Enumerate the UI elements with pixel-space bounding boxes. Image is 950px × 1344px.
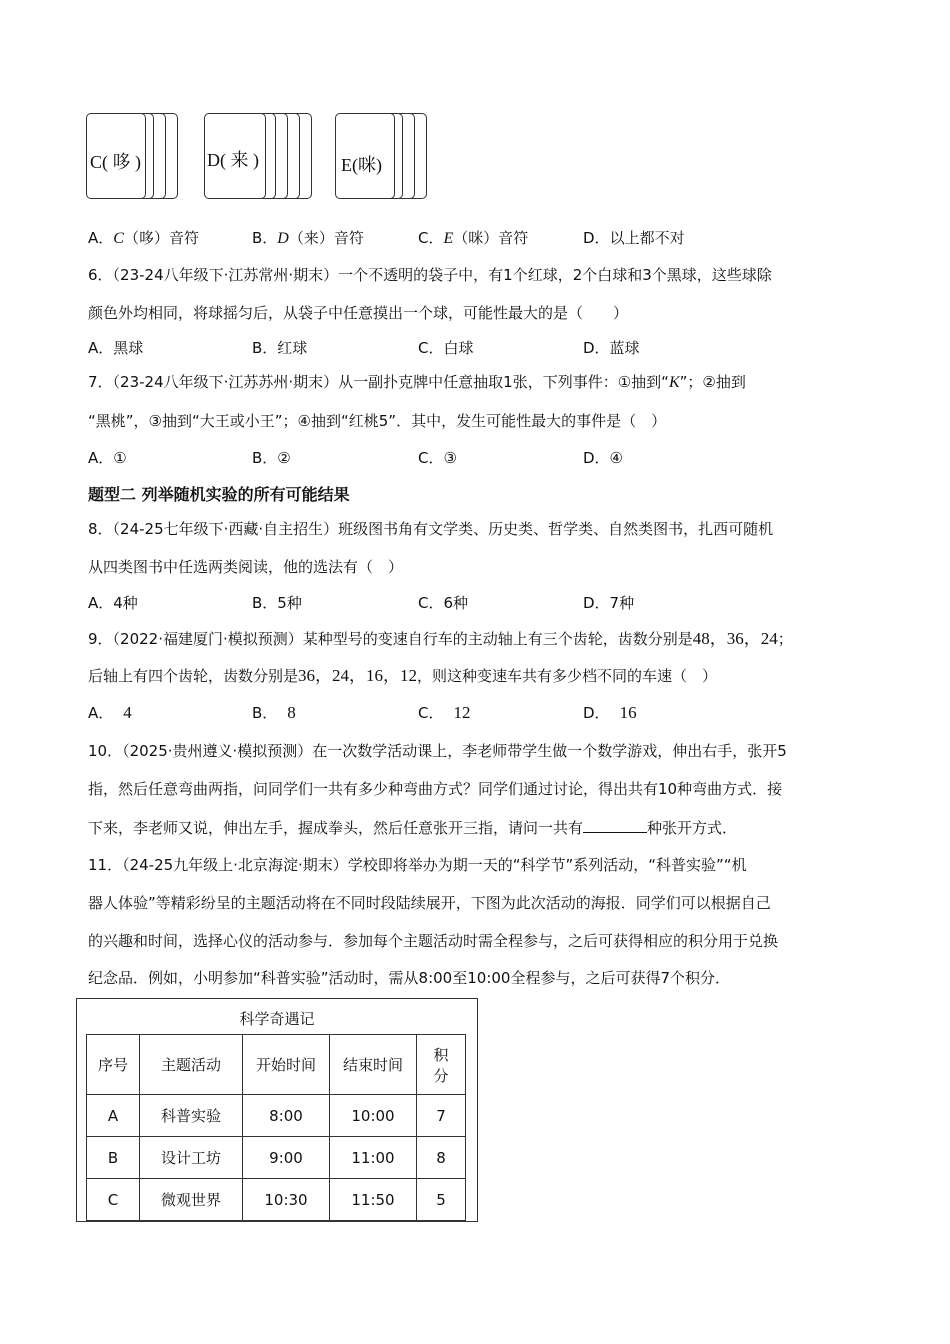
q6-line-1: 6．（23-24八年级下·江苏常州·期末）一个不透明的袋子中，有1个红球，2个白球和3个黑球，这些球除 [88,266,772,284]
option-text: （咪）音符 [453,229,529,247]
q5-option-a [88,228,199,249]
table-cell: 8 [417,1137,466,1179]
option-value: 8 [287,703,296,722]
text-segment: 种张开方式． [647,819,738,837]
option-value: 4 [123,703,132,722]
table-cell: 9:00 [243,1137,330,1179]
section-heading: 题型二 列举随机实验的所有可能结果 [88,485,350,504]
q11-line-4: 纪念品．例如，小明参加“科普实验”活动时，需从8:00至10:00全程参与，之后可获得7个积分． [88,969,731,987]
table-cell: 5 [417,1179,466,1221]
table-header-row [87,1035,466,1095]
card-stack-e [335,113,431,201]
activity-table [86,1034,466,1221]
table-cell: 7 [417,1095,466,1137]
q9-line-2 [88,666,717,686]
header-text: 分 [433,1066,449,1085]
text-segment: 下来，李老师又说，伸出左手，握成拳头，然后任意张开三指，请问一共有 [88,819,584,837]
card-stack-d [204,113,316,201]
q9-option-b [252,703,296,723]
header-cell: 序号 [87,1035,140,1095]
text-segment: ”；②抽到 [679,373,746,391]
card-label: C( 哆 ) [90,152,141,172]
table-cell: 微观世界 [140,1179,243,1221]
card-front [86,113,146,199]
poster-title: 科学奇遇记 [239,1010,315,1028]
q7-line-2: “黑桃”，③抽到“大王或小王”；④抽到“红桃5”．其中，发生可能性最大的事件是（ ） [88,412,667,430]
math-numbers: 36，24，16，12 [298,666,418,685]
card-stack-c [86,113,182,201]
q10-line-1: 10．（2025·贵州遵义·模拟预测）在一次数学活动课上，李老师带学生做一个数学游戏，伸出右手，张开5 [88,742,787,760]
q9-line-1 [88,629,793,649]
text-segment: 7．（23-24八年级下·江苏苏州·期末）从一副扑克牌中任意抽取1张，下列事件：①抽到“ [88,373,669,391]
option-letter: B． [252,229,278,247]
option-variable: C [113,230,124,247]
option-letter: A． [88,704,114,722]
header-cell: 结束时间 [330,1035,417,1095]
q6-option-c: C．白球 [418,339,474,357]
text-segment: 后轴上有四个齿轮，齿数分别是 [88,667,299,685]
option-value: 16 [619,703,637,722]
q8-line-1: 8．（24-25七年级下·西藏·自主招生）班级图书角有文学类、历史类、哲学类、自然类图书，扎西可随机 [88,520,774,538]
text-segment: ，则这种变速车共有多少档不同的车速（ ） [417,667,718,685]
header-cell: 主题活动 [140,1035,243,1095]
option-text: （来）音符 [288,229,364,247]
option-text: （哆）音符 [123,229,199,247]
q7-option-b: B．② [252,449,291,467]
q8-option-a: A．4种 [88,594,138,612]
option-letter: C． [418,229,444,247]
option-letter: D． [583,229,610,247]
table-cell: A [87,1095,140,1137]
table-cell: 10:30 [243,1179,330,1221]
card-label: E(咪) [341,155,382,175]
q9-option-d [583,703,637,723]
q6-option-b: B．红球 [252,339,308,357]
q7-option-d: D．④ [583,449,623,467]
option-letter: B． [252,704,278,722]
table-cell: B [87,1137,140,1179]
q6-option-a: A．黑球 [88,339,144,357]
table-cell: 设计工坊 [140,1137,243,1179]
activity-poster [76,998,478,1222]
table-cell: C [87,1179,140,1221]
card-label: D( 来 ) [207,150,259,170]
q7-option-a: A．① [88,449,127,467]
option-variable: E [443,230,454,247]
q10-line-2: 指，然后任意弯曲两指，问同学们一共有多少种弯曲方式？同学们通过讨论，得出共有10种弯曲方式．接 [88,780,783,798]
q11-line-3: 的兴趣和时间，选择心仪的活动参与．参加每个主题活动时需全程参与，之后可获得相应的积分用于兑换 [88,932,779,950]
table-cell: 8:00 [243,1095,330,1137]
card-front [335,113,395,199]
q7-line-1 [88,372,746,393]
table-row [87,1137,466,1179]
header-text: 积 [433,1045,449,1064]
q8-option-d: D．7种 [583,594,635,612]
q8-option-b: B．5种 [252,594,302,612]
q6-option-d: D．蓝球 [583,339,640,357]
q11-line-2: 器人体验”等精彩纷呈的主题活动将在不同时段陆续展开，下图为此次活动的海报．同学们可以根据自己 [88,894,771,912]
q8-option-c: C．6种 [418,594,469,612]
q6-line-2: 颜色外均相同，将球摇匀后，从袋子中任意摸出一个球，可能性最大的是（ ） [88,304,629,322]
table-cell: 科普实验 [140,1095,243,1137]
text-segment: ； [777,630,793,648]
q11-line-1: 11．（24-25九年级上·北京海淀·期末）学校即将举办为期一天的“科学节”系列活动，“科普实验”“机 [88,856,747,874]
answer-blank [583,817,647,833]
header-cell: 开始时间 [243,1035,330,1095]
q8-line-2: 从四类图书中任选两类阅读，他的选法有（ ） [88,558,404,576]
text-segment: 9．（2022·福建厦门·模拟预测）某种型号的变速自行车的主动轴上有三个齿轮，齿数分别是 [88,630,693,648]
option-variable: D [277,230,289,247]
math-variable: K [668,374,680,391]
q5-option-c [418,228,528,249]
card-front [204,113,266,199]
option-letter: D． [583,704,610,722]
q9-option-a [88,703,132,723]
option-letter: A． [88,229,114,247]
q10-line-3 [88,817,737,838]
table-cell: 11:00 [330,1137,417,1179]
table-cell: 10:00 [330,1095,417,1137]
q5-option-b [252,228,364,249]
table-row [87,1095,466,1137]
q5-option-d [583,228,685,248]
header-cell [417,1035,466,1095]
math-numbers: 48，36，24 [692,629,778,648]
option-value: 12 [453,703,471,722]
q9-option-c [418,703,470,723]
q7-option-c: C．③ [418,449,457,467]
option-text: 以上都不对 [609,229,685,247]
option-letter: C． [418,704,444,722]
table-row [87,1179,466,1221]
table-cell: 11:50 [330,1179,417,1221]
